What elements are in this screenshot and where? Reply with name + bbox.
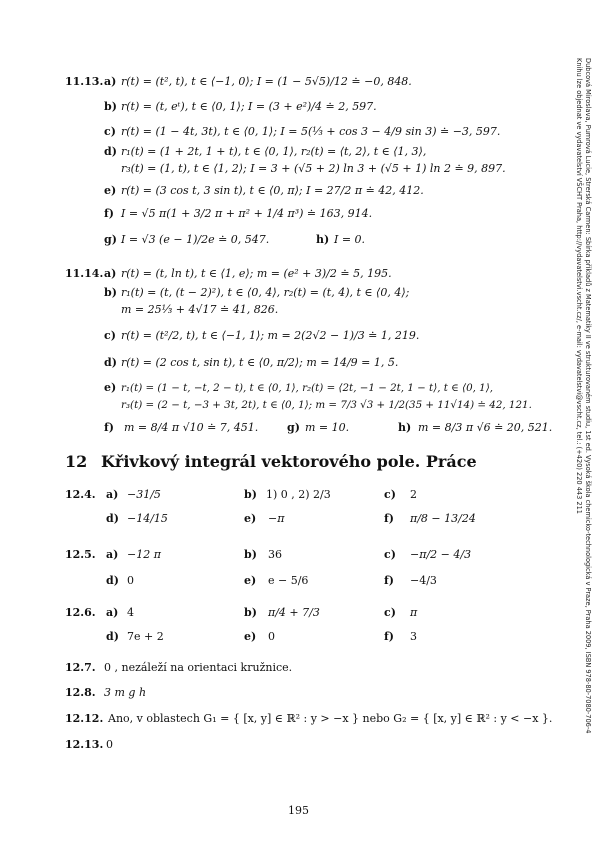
problem-label: a)	[106, 606, 119, 619]
problem-label: a)	[104, 267, 117, 280]
problem-label: e)	[244, 574, 257, 587]
problem-label: a)	[104, 75, 117, 88]
answer-text: I = √5 π(1 + 3/2 π + π² + 1/4 π³) ≐ 163, 914.	[121, 207, 373, 220]
problem-label: g)	[104, 233, 117, 246]
answer-value: π/4 + 7/3	[268, 606, 320, 619]
problem-label: f)	[104, 207, 114, 220]
problem-11-14-number: 11.14.	[65, 267, 104, 280]
problem-label: c)	[104, 125, 116, 138]
problem-12-5-number: 12.5.	[65, 548, 96, 561]
answer-value: 4	[127, 606, 134, 619]
answer-value: −31/5	[127, 488, 161, 501]
answer-text: r(t) = (3 cos t, 3 sin t), t ∈ ⟨0, π⟩; I = 27/2 π ≐ 42, 412.	[121, 184, 424, 197]
problem-label: f)	[384, 630, 394, 643]
problem-label: h)	[316, 233, 330, 246]
answer-text: m = 8/3 π √6 ≐ 20, 521.	[418, 421, 553, 434]
problem-label: d)	[104, 145, 117, 158]
answer-value: −12 π	[127, 548, 161, 561]
answer-value: −π/2 − 4/3	[410, 548, 472, 561]
side-citation	[574, 58, 592, 733]
problem-label: d)	[106, 630, 119, 643]
answer-text-continued: m = 25⅓ + 4√17 ≐ 41, 826.	[121, 303, 279, 316]
problem-label: b)	[244, 606, 257, 619]
problem-label: e)	[244, 630, 257, 643]
answer-value: 0	[127, 574, 134, 587]
problem-12-7-number: 12.7.	[65, 661, 96, 674]
problem-label: b)	[104, 100, 117, 113]
problem-12-13-number: 12.13.	[65, 738, 104, 751]
answer-text: r₁(t) = (t, (t − 2)²), t ∈ ⟨0, 4⟩, r₂(t) = (t, 4), t ∈ ⟨0, 4⟩;	[121, 286, 410, 299]
answer-text: 0	[106, 738, 113, 751]
problem-label: c)	[384, 488, 396, 501]
answer-text: r₁(t) = (1 − t, −t, 2 − t), t ∈ ⟨0, 1⟩, r₂(t) = ⟨2t, −1 − 2t, 1 − t⟩, t ∈ ⟨0, 1⟩,	[121, 382, 494, 394]
answer-value: e − 5/6	[268, 574, 309, 587]
answer-text-continued: r₃(t) = (1, t), t ∈ ⟨1, 2⟩; I = 3 + (√5 + 2) ln 3 + (√5 + 1) ln 2 ≐ 9, 897.	[121, 162, 506, 175]
answer-value: −4/3	[410, 574, 437, 587]
page-number: 195	[288, 804, 309, 817]
section-heading	[65, 452, 477, 471]
answer-text: r(t) = (t, ln t), t ∈ ⟨1, e⟩; m = (e² + 3)/2 ≐ 5, 195.	[121, 267, 392, 280]
answer-value: 7e + 2	[127, 630, 164, 643]
answer-text: r(t) = (t, eᵗ), t ∈ ⟨0, 1⟩; I = (3 + e²)/4 ≐ 2, 597.	[121, 100, 377, 113]
answer-value: 3	[410, 630, 417, 643]
answer-text: r₁(t) = (1 + 2t, 1 + t), t ∈ ⟨0, 1⟩, r₂(t) = ⟨t, 2⟩, t ∈ ⟨1, 3⟩,	[121, 145, 427, 158]
answer-value: π	[410, 606, 418, 619]
answer-text: I = 0.	[334, 233, 366, 246]
answer-text: r(t) = (t², t), t ∈ ⟨−1, 0⟩; I = (1 − 5√5)/12 ≐ −0, 848.	[121, 75, 412, 88]
problem-label: f)	[384, 574, 394, 587]
citation-line-1: Dubcová Miroslava, Pumrová Lucie, Strerská Carmen: Sbírka příkladů z Matematiky II ve strukturovaném studiu, 1st ed. Vysoká škola chemicko-technologická v Praze, Praha 2009, ISBN 978-80-7080-706-4	[584, 58, 592, 734]
problem-label: f)	[384, 512, 394, 525]
problem-11-13-number: 11.13.	[65, 75, 104, 88]
problem-label: e)	[244, 512, 257, 525]
problem-label: a)	[106, 548, 119, 561]
problem-label: g)	[287, 421, 300, 434]
answer-value: −14/15	[127, 512, 168, 525]
answer-text: Ano, v oblastech G₁ = { [x, y] ∈ ℝ² : y > −x } nebo G₂ = { [x, y] ∈ ℝ² : y < −x }.	[108, 712, 553, 725]
answer-value: 1) 0 , 2) 2/3	[266, 488, 331, 501]
problem-label: b)	[244, 488, 257, 501]
citation-line-2: Knihu lze objednat ve vydavatelství VŠCHT Praha, http://vydavatelstvi.vscht.cz/, e-mail: vydavatelstvi@vscht.cz, tel.: (+420) 220 443 211	[575, 58, 583, 514]
answer-text: r(t) = (t²/2, t), t ∈ ⟨−1, 1⟩; m = 2(2√2 − 1)/3 ≐ 1, 219.	[121, 329, 420, 342]
problem-12-6-number: 12.6.	[65, 606, 96, 619]
problem-label: b)	[244, 548, 257, 561]
problem-12-12-number: 12.12.	[65, 712, 104, 725]
answer-text: m = 8/4 π √10 ≐ 7, 451.	[124, 421, 259, 434]
problem-label: c)	[384, 548, 396, 561]
problem-label: d)	[106, 512, 119, 525]
answer-text: I = √3 (e − 1)/2e ≐ 0, 547.	[121, 233, 270, 246]
answer-text: 3 m g h	[104, 686, 147, 699]
problem-label: c)	[384, 606, 396, 619]
answer-value: 2	[410, 488, 417, 501]
problem-12-8-number: 12.8.	[65, 686, 96, 699]
problem-label: c)	[104, 329, 116, 342]
problem-label: d)	[104, 356, 117, 369]
problem-12-4-number: 12.4.	[65, 488, 96, 501]
answer-text: m = 10.	[305, 421, 350, 434]
problem-label: e)	[104, 184, 117, 197]
answer-text: 0 , nezáleží na orientaci kružnice.	[104, 661, 293, 674]
answer-value: 36	[268, 548, 282, 561]
problem-label: e)	[104, 381, 117, 394]
problem-label: f)	[104, 421, 114, 434]
answer-value: −π	[268, 512, 285, 525]
answer-text-continued: r₃(t) = (2 − t, −3 + 3t, 2t), t ∈ ⟨0, 1⟩; m = 7/3 √3 + 1/2(35 + 11√14) ≐ 42, 121.	[121, 399, 532, 411]
problem-label: h)	[398, 421, 412, 434]
problem-label: b)	[104, 286, 117, 299]
section-number: 12	[65, 452, 88, 471]
answer-text: r(t) = (2 cos t, sin t), t ∈ ⟨0, π/2⟩; m = 14/9 = 1, 5̄.	[121, 356, 399, 369]
answer-value: 0	[268, 630, 275, 643]
answer-text: r(t) = (1 − 4t, 3t), t ∈ ⟨0, 1⟩; I = 5(⅓ + cos 3 − 4/9 sin 3) ≐ −3, 597.	[121, 125, 501, 138]
answer-value: π/8 − 13/24	[410, 512, 476, 525]
problem-label: d)	[106, 574, 119, 587]
section-title: Křivkový integrál vektorového pole. Práce	[101, 452, 477, 471]
problem-label: a)	[106, 488, 119, 501]
